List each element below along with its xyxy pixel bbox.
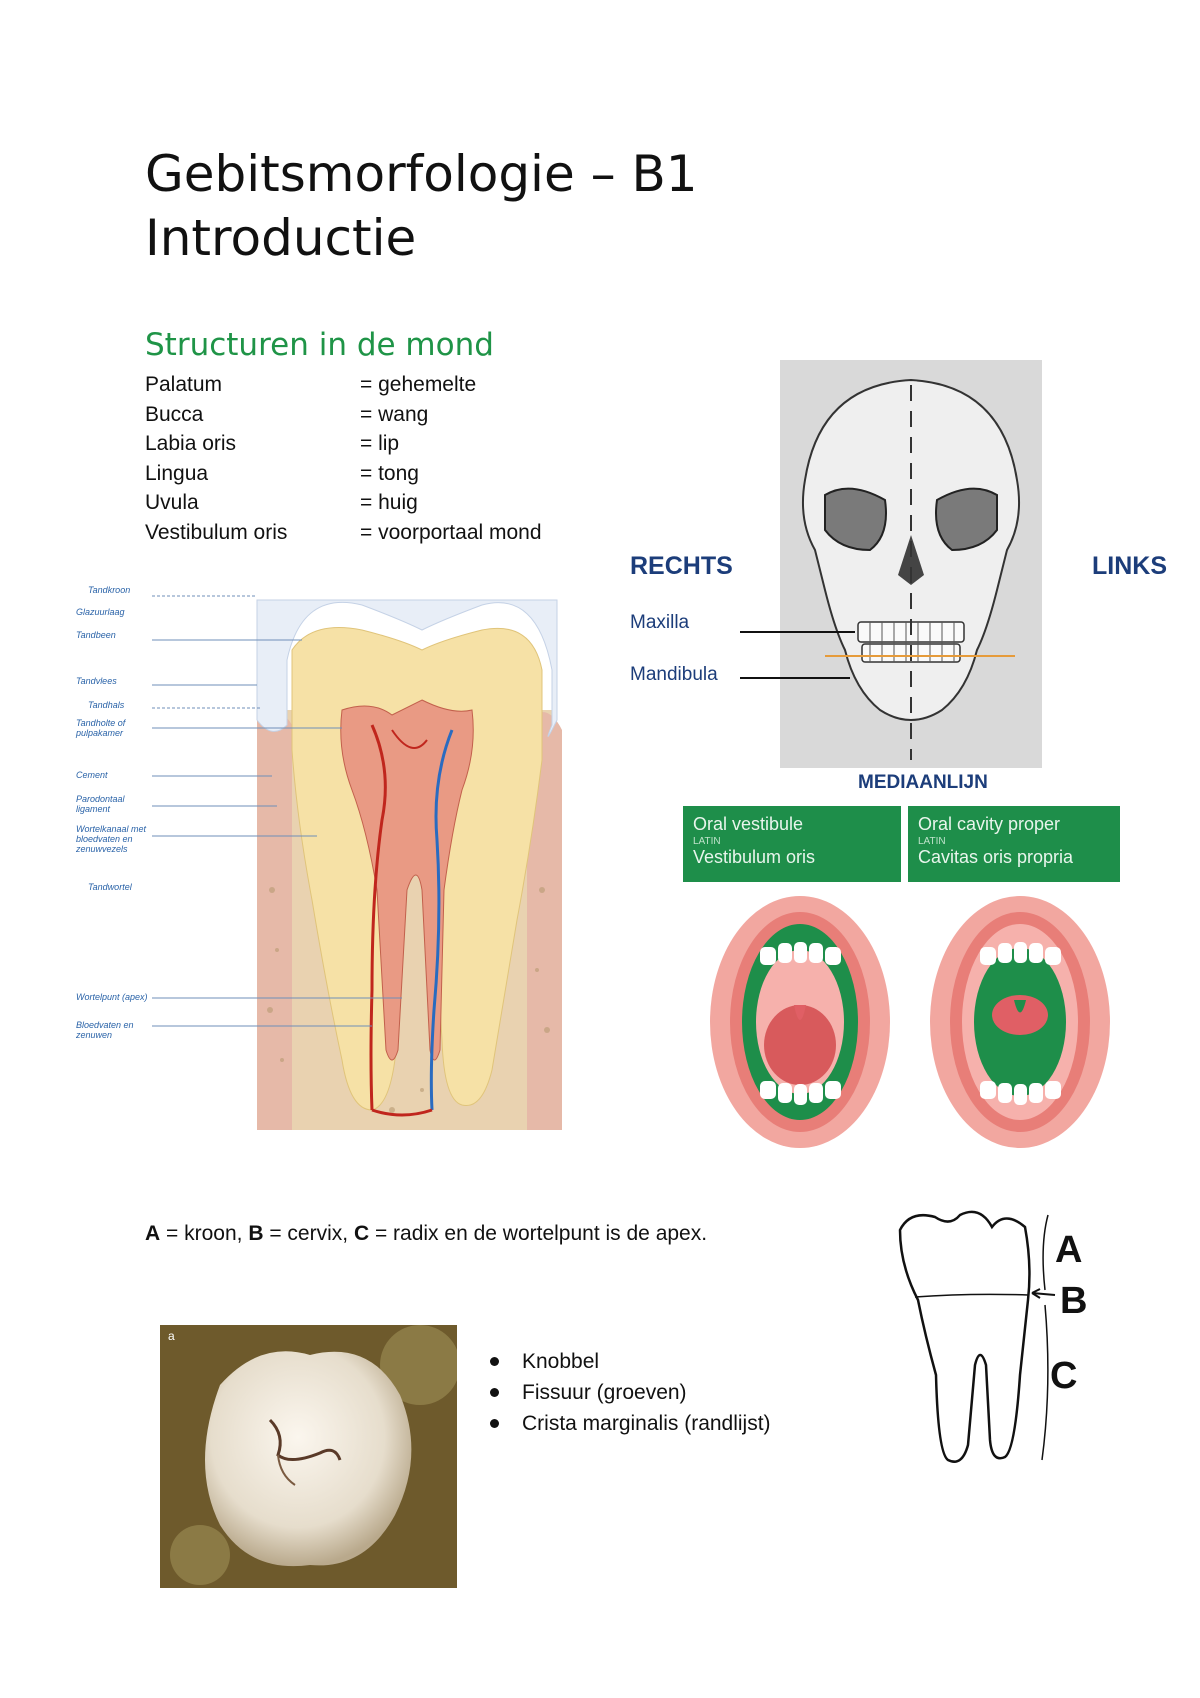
- mouth-drawing: [705, 895, 895, 1150]
- outline-label-c: C: [1050, 1355, 1078, 1397]
- tooth-label: Cement: [76, 770, 108, 780]
- term-row: [145, 518, 542, 548]
- outline-label-a: A: [1055, 1229, 1083, 1271]
- links-label: LINKS: [1092, 552, 1167, 580]
- skull-drawing: [780, 360, 1042, 768]
- tooth-parts-caption: [145, 1222, 707, 1246]
- tooth-cross-section-figure: [72, 585, 577, 1130]
- term-row: [145, 370, 542, 400]
- title-line-2: Introductie: [145, 209, 417, 267]
- tooth-label: Glazuurlaag: [76, 607, 125, 617]
- term-meaning: = gehemelte: [360, 373, 477, 396]
- molar-photo: [160, 1325, 457, 1588]
- tooth-label: Tandholte of pulpakamer: [76, 718, 126, 738]
- box-title: Oral cavity proper: [918, 814, 1061, 834]
- term-list: [145, 370, 542, 547]
- part-key-b: B: [248, 1222, 264, 1245]
- term-row: [145, 400, 542, 430]
- oral-vestibule-box: [683, 806, 901, 882]
- mouth-vestibule-illustration: [705, 895, 895, 1150]
- photo-corner-label: a: [168, 1329, 175, 1343]
- section-heading: Structuren in de mond: [145, 327, 494, 363]
- oral-cavity-box: [908, 806, 1120, 882]
- tooth-cross-section-drawing: [72, 590, 577, 1130]
- term-row: [145, 488, 542, 518]
- term-row: [145, 459, 542, 489]
- term: Bucca: [145, 402, 204, 426]
- term: Lingua: [145, 461, 209, 485]
- list-item: Crista marginalis (randlijst): [490, 1408, 771, 1439]
- maxilla-pointer: [740, 631, 855, 633]
- box-latin-name: Vestibulum oris: [693, 847, 816, 867]
- tooth-label: Parodontaal ligament: [76, 794, 125, 814]
- title-line-1: Gebitsmorfologie – B1: [145, 145, 698, 203]
- part-key-c: C: [353, 1222, 370, 1245]
- mandibula-pointer: [740, 677, 850, 679]
- skull-figure: [630, 360, 1170, 800]
- tooth-outline-figure: [880, 1205, 1100, 1475]
- tooth-label: Tandhals: [88, 700, 125, 710]
- term: Labia oris: [145, 432, 237, 455]
- term-meaning: = tong: [360, 461, 419, 485]
- term-meaning: = huig: [360, 491, 418, 514]
- list-item: Fissuur (groeven): [490, 1377, 771, 1408]
- part-key-a: A: [145, 1222, 161, 1245]
- term: Palatum: [145, 373, 223, 396]
- box-latin-tag: LATIN: [918, 836, 946, 847]
- term-meaning: = voorportaal mond: [360, 520, 542, 544]
- box-latin-name: Cavitas oris propria: [918, 847, 1074, 867]
- tooth-label: Wortelkanaal met bloedvaten en zenuwvezels: [76, 824, 147, 854]
- maxilla-label: Maxilla: [630, 612, 690, 633]
- list-item: Knobbel: [490, 1346, 771, 1377]
- tooth-label: Tandvlees: [76, 676, 117, 686]
- box-title: Oral vestibule: [693, 814, 804, 834]
- mandibula-label: Mandibula: [630, 664, 718, 685]
- page-title: [145, 142, 845, 270]
- part-text-b: = cervix,: [263, 1222, 354, 1245]
- term: Vestibulum oris: [145, 520, 288, 544]
- outline-label-b: B: [1060, 1280, 1088, 1322]
- part-text-c: = radix en de wortelpunt is de apex.: [369, 1222, 708, 1245]
- tooth-label: Bloedvaten en zenuwen: [76, 1020, 134, 1040]
- rechts-label: RECHTS: [630, 552, 733, 580]
- tooth-label: Tandwortel: [88, 882, 132, 892]
- tooth-label: Wortelpunt (apex): [76, 992, 148, 1002]
- term-row: [145, 429, 542, 459]
- tooth-label: Tandbeen: [76, 630, 116, 640]
- mouth-cavity-illustration: [925, 895, 1115, 1150]
- mouth-drawing: [925, 895, 1115, 1150]
- term-meaning: = wang: [360, 402, 429, 426]
- term: Uvula: [145, 491, 199, 514]
- term-meaning: = lip: [360, 432, 400, 455]
- box-latin-tag: LATIN: [693, 836, 721, 847]
- part-text-a: = kroon,: [160, 1222, 249, 1245]
- mediaanlijn-label: MEDIAANLIJN: [858, 772, 988, 793]
- skull-image: [780, 360, 1042, 768]
- molar-photo-drawing: [160, 1325, 457, 1588]
- tooth-label: Tandkroon: [88, 585, 131, 595]
- feature-list: [490, 1346, 771, 1439]
